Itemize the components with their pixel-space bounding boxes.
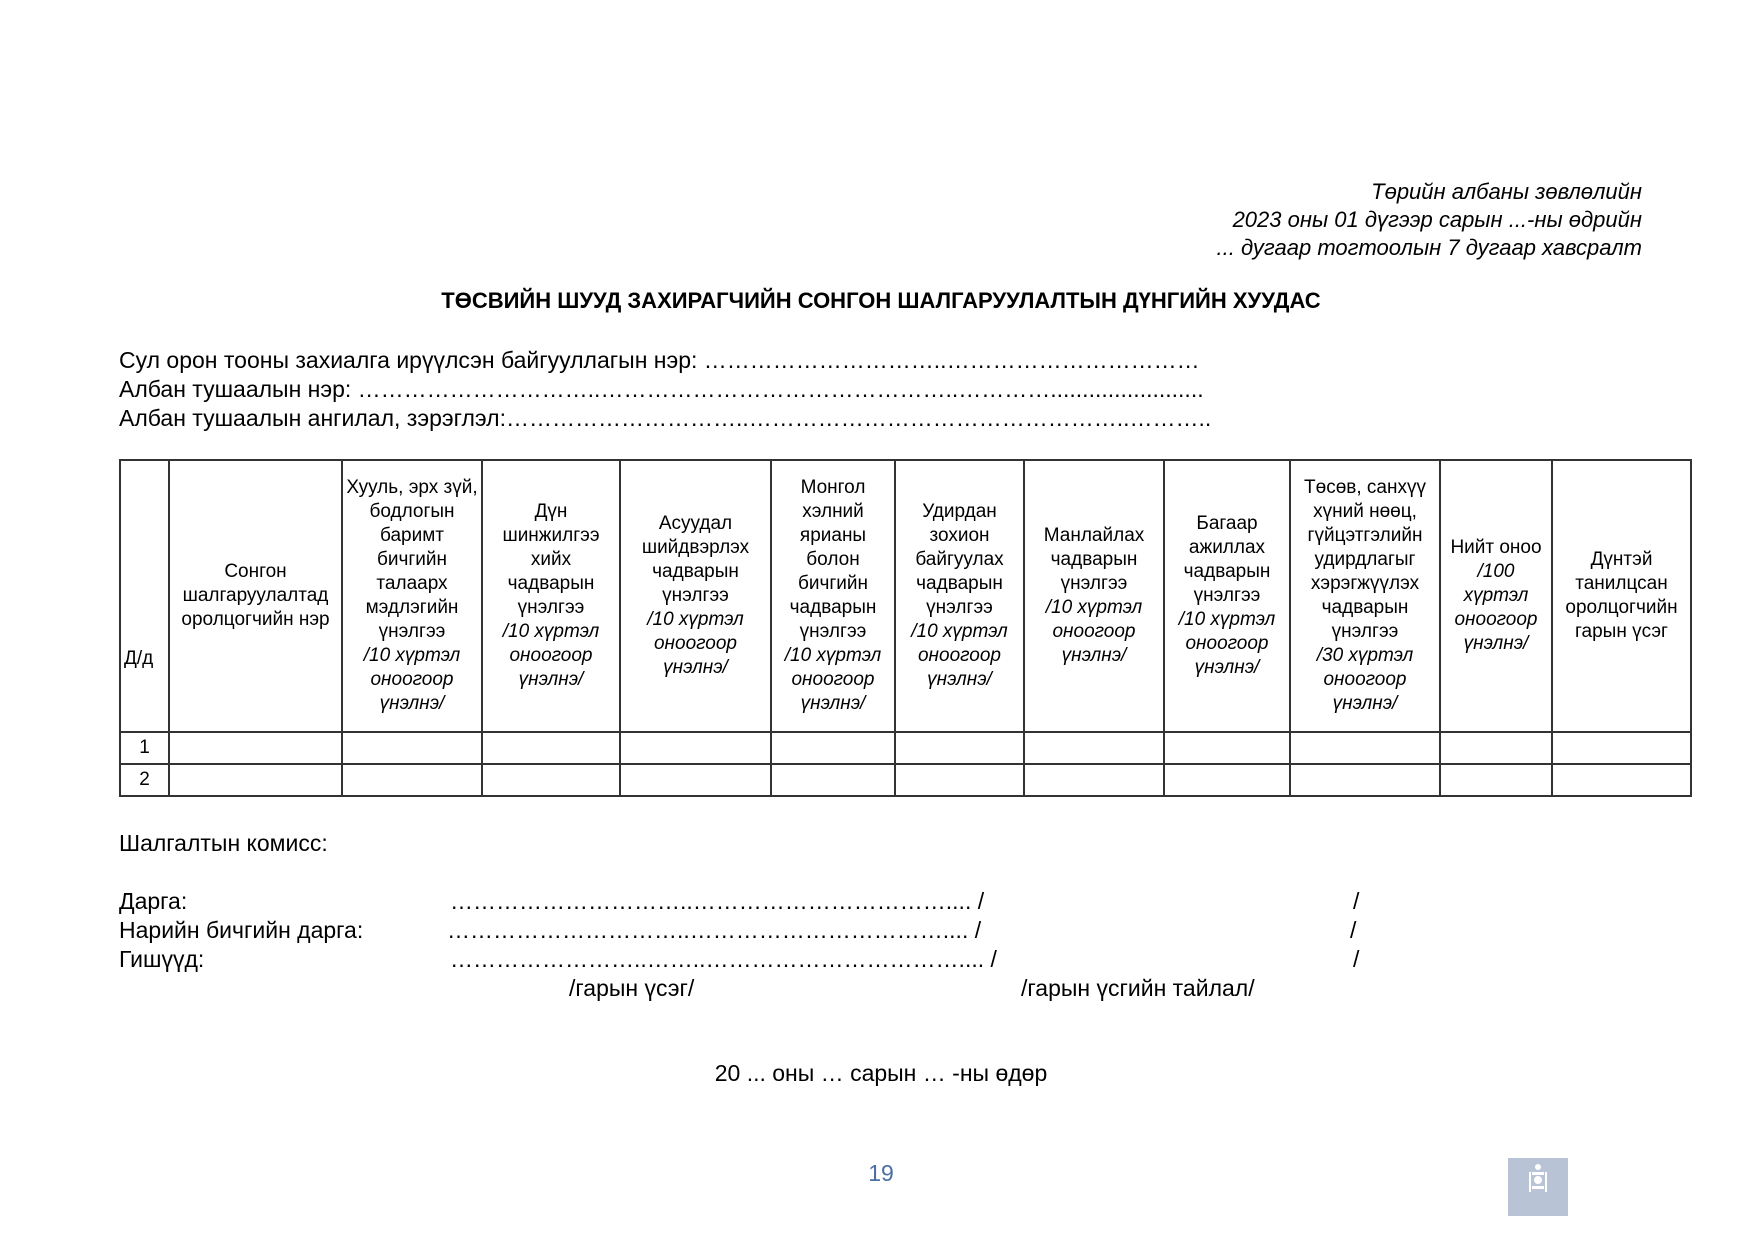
- header-problem-solving: Асуудал шийдвэрлэх чадварын үнэлгээ /10 хүртэл оноогоор үнэлнэ/: [620, 460, 771, 732]
- secretary-label: Нарийн бичгийн дарга:: [119, 917, 364, 943]
- table-cell[interactable]: [342, 732, 482, 764]
- header-budget-hr: Төсөв, санхүү хүний нөөц, гүйцэтгэлийн удирдлагыг хэрэгжүүлэх чадварын үнэлгээ /30 хүртэл оноогоор үнэлнэ/: [1290, 460, 1440, 732]
- table-row: [120, 764, 1691, 796]
- signature-explanation-caption: /гарын үсгийн тайлал/: [1021, 975, 1255, 1001]
- header-note-line-2: 2023 оны 01 дүгээр сарын ...-ны өдрийн: [1232, 207, 1642, 232]
- field-position-name[interactable]: Албан тушаалын нэр: …………………………..………………………………………..…………........................: [119, 376, 1204, 402]
- soyombo-symbol: [1523, 1162, 1553, 1196]
- members-signature-line[interactable]: ……………………..……..…………………………….... /: [450, 946, 997, 972]
- table-cell[interactable]: [1290, 764, 1440, 796]
- table-cell[interactable]: [620, 764, 771, 796]
- table-cell[interactable]: [1552, 732, 1691, 764]
- table-cell[interactable]: [1024, 764, 1164, 796]
- table-cell[interactable]: [895, 764, 1024, 796]
- header-law-knowledge: Хууль, эрх зүй, бодлогын баримт бичгийн талаарх мэдлэгийн үнэлгээ /10 хүртэл оноогоор үнэлнэ/: [342, 460, 482, 732]
- date-line: 20 ... оны … сарын … -ны өдөр: [714, 1060, 1048, 1086]
- table-cell[interactable]: [620, 732, 771, 764]
- chair-slash: /: [1353, 888, 1360, 914]
- commission-title: Шалгалтын комисс:: [119, 830, 328, 856]
- header-leadership: Манлайлах чадварын үнэлгээ /10 хүртэл оноогоор үнэлнэ/: [1024, 460, 1164, 732]
- table-cell[interactable]: [482, 732, 620, 764]
- table-cell[interactable]: [342, 764, 482, 796]
- table-cell[interactable]: [771, 764, 895, 796]
- table-cell[interactable]: [771, 732, 895, 764]
- chair-signature-line[interactable]: …………………………..…………………………….... /: [450, 888, 985, 914]
- header-analysis: Дүн шинжилгээ хийх чадварын үнэлгээ /10 хүртэл оноогоор үнэлнэ/: [482, 460, 620, 732]
- header-note-line-3: ... дугаар тогтоолын 7 дугаар хавсралт: [1216, 235, 1642, 260]
- table-header-row: [120, 460, 1691, 732]
- table-cell[interactable]: [169, 764, 342, 796]
- header-mongolian-language: Монгол хэлний ярианы болон бичгийн чадварын үнэлгээ /10 хүртэл оноогоор үнэлнэ/: [771, 460, 895, 732]
- field-organization-name[interactable]: Сул орон тооны захиалга ирүүлсэн байгууллагын нэр: …………………………..……………………………: [119, 347, 1200, 373]
- secretary-slash: /: [1350, 917, 1357, 943]
- government-emblem-icon: [1508, 1158, 1568, 1216]
- table-row: [120, 732, 1691, 764]
- header-total-score: Нийт оноо /100 хүртэл оноогоор үнэлнэ/: [1440, 460, 1552, 732]
- members-slash: /: [1353, 946, 1360, 972]
- secretary-signature-line[interactable]: …………………………..…………………………….... /: [447, 917, 982, 943]
- header-note: [1217, 178, 1642, 262]
- header-note-line-1: Төрийн албаны зөвлөлийн: [1371, 179, 1642, 204]
- row-index: 1: [120, 732, 169, 764]
- table-cell[interactable]: [1164, 732, 1290, 764]
- header-teamwork: Багаар ажиллах чадварын үнэлгээ /10 хүртэл оноогоор үнэлнэ/: [1164, 460, 1290, 732]
- signature-caption: /гарын үсэг/: [569, 975, 695, 1001]
- row-index: 2: [120, 764, 169, 796]
- header-index: Д/д: [120, 460, 169, 732]
- document-title: ТӨСВИЙН ШУУД ЗАХИРАГЧИЙН СОНГОН ШАЛГАРУУЛАЛТЫН ДҮНГИЙН ХУУДАС: [441, 288, 1321, 313]
- table-cell[interactable]: [1552, 764, 1691, 796]
- table-cell[interactable]: [1024, 732, 1164, 764]
- header-management: Удирдан зохион байгуулах чадварын үнэлгээ /10 хүртэл оноогоор үнэлнэ/: [895, 460, 1024, 732]
- field-position-category[interactable]: Албан тушаалын ангилал, зэрэглэл:…………………………..…………………………………………..………..: [119, 405, 1212, 431]
- members-label: Гишүүд:: [119, 946, 205, 972]
- table-cell[interactable]: [1440, 732, 1552, 764]
- header-candidate-name: Сонгон шалгаруулалтад оролцогчийн нэр: [169, 460, 342, 732]
- score-table: [119, 459, 1692, 797]
- table-cell[interactable]: [169, 732, 342, 764]
- form-fields: [119, 346, 1211, 433]
- table-cell[interactable]: [1164, 764, 1290, 796]
- table-cell[interactable]: [482, 764, 620, 796]
- page-number: 19: [868, 1160, 894, 1186]
- table-cell[interactable]: [1440, 764, 1552, 796]
- header-signature: Дүнтэй танилцсан оролцогчийн гарын үсэг: [1552, 460, 1691, 732]
- table-cell[interactable]: [1290, 732, 1440, 764]
- chair-label: Дарга:: [119, 888, 188, 914]
- table-cell[interactable]: [895, 732, 1024, 764]
